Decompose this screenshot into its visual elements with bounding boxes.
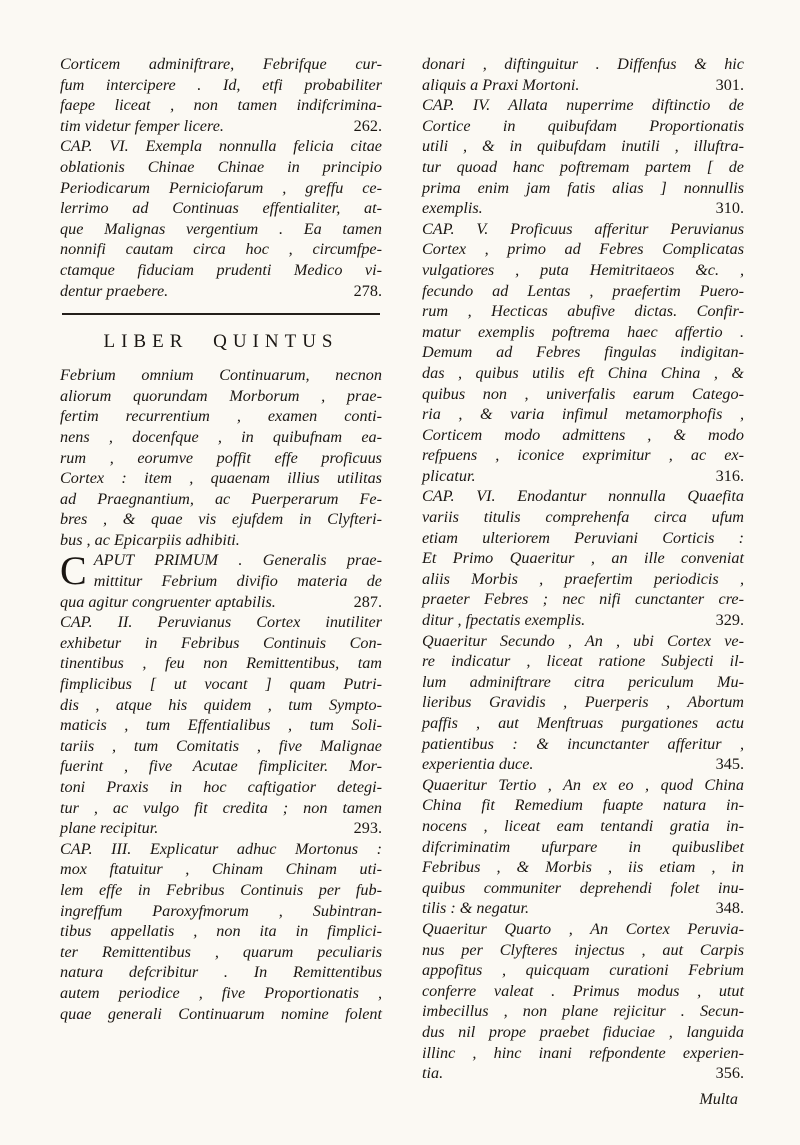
text-line: Cortex : item , quaenam illius utilitas [60,469,382,488]
entry-last-line [60,116,382,137]
text-line: CAP. VI. Exempla nonnulla felicia citae [60,137,382,156]
text-line: Corticem adminiftrare, Febrifque cur- [60,55,382,73]
text-line: dis , atque his quidem , tum Sympto- [60,695,382,714]
liber-quintus-summary [60,365,382,550]
text-line: refpuens , iconice exprimitur , ac ex- [422,446,744,465]
left-column [60,54,382,1084]
text-line: tia. [422,1064,444,1083]
entry-last-line [60,818,382,839]
text-line: fimplicibus [ ut vocant ] quam Putri- [60,675,382,694]
text-line: CAP. II. Peruvianus Cortex inutiliter [60,613,382,632]
text-line: aliorum quorundam Morborum , prae- [60,386,382,405]
text-line: quibus non , univerfalis earum Catego- [422,384,744,403]
text-line: fertim recurrentium , examen conti- [60,407,382,426]
entry-last-line [60,592,382,613]
page-number-ref: 293. [353,819,382,838]
text-line: lem effe in Febribus Continuis per fub- [60,880,382,899]
entry-last-line [60,281,382,302]
text-line: mox ftatuitur , Chinam Chinam uti- [60,860,382,879]
text-line: CAP. IV. Allata nuperrime diftinctio de [422,96,744,115]
toc-entry-cap-iii-continued [422,54,744,95]
text-line: nens , docenfque , in quibufnam ea- [60,427,382,446]
text-line: nus per Clyfteres injectus , aut Carpis [422,940,744,959]
text-line: donari , diftinguitur . Diffenfus & hic [422,55,744,73]
text-line: Periodicarum Perniciofarum , greffu ce- [60,178,382,197]
toc-entry-quaeritur-tertio [422,775,744,919]
text-line: Quaeritur Secundo , An , ubi Cortex ve- [422,631,744,650]
toc-entry-caput-primum [60,550,382,612]
entry-last-line [422,898,744,919]
page-number-ref: 345. [715,755,744,774]
text-line: quibus communiter deprehendi folet inu- [422,878,744,897]
text-line: ria , & varia infimul metamorphofis , [422,405,744,424]
text-line: ingreffum Paroxyfmorum , Subintran- [60,901,382,920]
text-line: Febrium omnium Continuarum, necnon [60,366,382,385]
entry-last-line [422,198,744,219]
text-line: que Malignas vergentium . Ea tamen [60,219,382,238]
toc-entry-cap-iii [60,839,382,1024]
text-line: rum , Hecticas abufive dictas. Confir- [422,302,744,321]
text-line: bus , ac Epicarpiis adhibiti. [60,530,240,549]
text-line: oblationis Chinae Chinae in principio [60,157,382,176]
section-divider-rule [62,313,380,315]
text-line: Febribus , & Morbis , iis etiam , in [422,858,744,877]
text-line: maticis , tum Effentialibus , tum Soli- [60,716,382,735]
text-line: Quaeritur Tertio , An ex eo , quod China [422,775,744,794]
text-line: variis titulis comprehenfa circa ufum [422,508,744,527]
toc-entry-cap-ii [60,612,382,839]
text-line: Demum ad Febres fingulas indigitan- [422,343,744,362]
text-line: ad Praegnantium, ac Puerperarum Fe- [60,489,382,508]
text-line: aliis Morbis , praefertim periodicis , [422,569,744,588]
page-number-ref: 329. [715,611,744,630]
text-line: quae generali Continuarum nomine folent [60,1004,382,1023]
text-line: imbecillus , non plane rejicitur . Secun- [422,1002,744,1021]
text-line: vulgatiores , puta Hemitritaeos &c. , [422,260,744,279]
text-line: nocens , liceat eam tentandi gratia in- [422,816,744,835]
entry-last-line [422,1063,744,1084]
entry-last-line [422,75,744,96]
text-line: natura defcribitur . In Remittentibus [60,963,382,982]
text-line: praeter Febres ; nec nifi cunctanter cre- [422,590,744,609]
text-line: prima enim jam fatis alias ] nonnullis [422,178,744,197]
catchword: Multa [699,1089,738,1108]
text-line: faepe liceat , non tamen indifcrimina- [60,96,382,115]
text-line: exemplis. [422,199,483,218]
toc-entry-quaeritur-quarto [422,919,744,1084]
text-line: illinc , hinc inani refpondente experien- [422,1043,744,1062]
text-line: qua agitur congruenter aptabilis. [60,592,276,611]
text-line: das , quibus utilis eft China China , & [422,363,744,382]
page-number-ref: 356. [715,1064,744,1083]
text-line: Et Primo Quaeritur , an ille conveniat [422,549,744,568]
toc-entry-cap-vi-prior [60,136,382,301]
text-line: exhibetur in Febribus Continuis Con- [60,633,382,652]
text-line: matur exemplis poftrema haec affertio . [422,322,744,341]
text-line: ditur , fpectatis exemplis. [422,611,586,630]
toc-entry-continuation [60,54,382,136]
text-line: tariis , tum Comitatis , five Malignae [60,736,382,755]
text-line: etiam ulteriorem Peruviani Corticis : [422,528,744,547]
text-line: bres , & quae vis ejufdem in Clyfteri- [60,510,382,529]
text-line: lum adminiftrare citra periculum Mu- [422,672,744,691]
text-line: tibus appellatis , non ita in fimplici- [60,922,382,941]
text-line: patientibus : & incunctanter afferitur , [422,734,744,753]
text-line: re indicatur , liceat ratione Subjecti il- [422,652,744,671]
text-line: tilis : & negatur. [422,899,530,918]
text-line: CAP. VI. Enodantur nonnulla Quaefita [422,487,744,506]
text-line: Cortex , primo ad Febres Complicatas [422,240,744,259]
text-line: plane recipitur. [60,819,159,838]
text-line: conferre valeat . Primus modus , utut [422,981,744,1000]
page-number-ref: 301. [715,75,744,94]
text-line: difcriminatim ufurpare in quibuslibet [422,837,744,856]
text-line: ctamque fiduciam prudenti Medico vi- [60,260,382,279]
toc-entry-cap-iv [422,95,744,219]
text-line: mittitur Febrium divifio materia de [93,572,382,591]
text-line: autem periodice , five Proportionatis , [60,983,382,1002]
text-line: Cortice in quibufdam Proportionatis [422,116,744,135]
text-line: fum intercipere . Id, etfi probabiliter [60,75,382,94]
page-number-ref: 287. [353,592,382,611]
text-line: CAP. III. Explicatur adhuc Mortonus : [60,839,382,858]
text-line: experientia duce. [422,755,534,774]
text-line: China fit Remedium fuapte natura in- [422,796,744,815]
text-line: APUT PRIMUM . Generalis prae- [93,551,382,570]
text-line: CAP. V. Proficuus afferitur Peruvianus [422,219,744,238]
text-line: dentur praebere. [60,281,169,300]
entry-last-line [422,466,744,487]
catchword-row [60,1090,744,1109]
liber-quintus-heading: LIBER QUINTUS [103,331,339,353]
text-line: Corticem modo admittens , & modo [422,425,744,444]
page-number-ref: 316. [715,466,744,485]
text-line: paffis , aut Menftruas purgationes actu [422,714,744,732]
page-number-ref: 310. [715,199,744,218]
text-line: lerrimo ad Continuas effentialiter, at- [60,199,382,218]
toc-entry-cap-v [422,219,744,487]
toc-entry-cap-vi [422,486,744,630]
text-line: ter Remittentibus , quarum peculiaris [60,942,382,961]
page-number-ref: 262. [353,116,382,135]
drop-cap: C [60,548,87,594]
page-number-ref: 348. [715,899,744,918]
text-line: Quaeritur Quarto , An Cortex Peruvia- [422,919,744,938]
entry-last-line [60,530,382,551]
entry-last-line [422,754,744,775]
text-line: tinentibus , feu non Remittentibus, tam [60,654,382,673]
text-line: fuerint , five Acutae fimpliciter. Mor- [60,757,382,776]
text-line: plicatur. [422,466,476,485]
page-number-ref: 278. [353,281,382,300]
text-line: rum , eorumve poffit effe proficuus [60,448,382,467]
entry-last-line [422,610,744,631]
text-line: utili , & in quibufdam inutili , illuftra- [422,137,744,156]
text-line: aliquis a Praxi Mortoni. [422,75,580,94]
text-line: dus nil prope praebet fiduciae , languida [422,1022,744,1041]
toc-entry-quaeritur-secundo [422,631,744,775]
text-line: toni Praxis in hoc caftigatior detegi- [60,778,382,796]
text-line: appofitus , quicquam curationi Febrium [422,961,744,980]
text-line: nonnifi cautam circa hoc , circumfpe- [60,240,382,259]
text-line: tur quoad hanc poftremam partem [ de [422,157,744,176]
text-line: fecundo ad Lentas , praefertim Puero- [422,281,744,300]
text-line: tim videtur femper licere. [60,116,224,135]
text-line: tur , ac vulgo fit credita ; non tamen [60,798,382,817]
right-column [422,54,744,1084]
text-line: lieribus Gravidis , Puerperis , Abortum [422,693,744,712]
text-columns [60,54,744,1084]
